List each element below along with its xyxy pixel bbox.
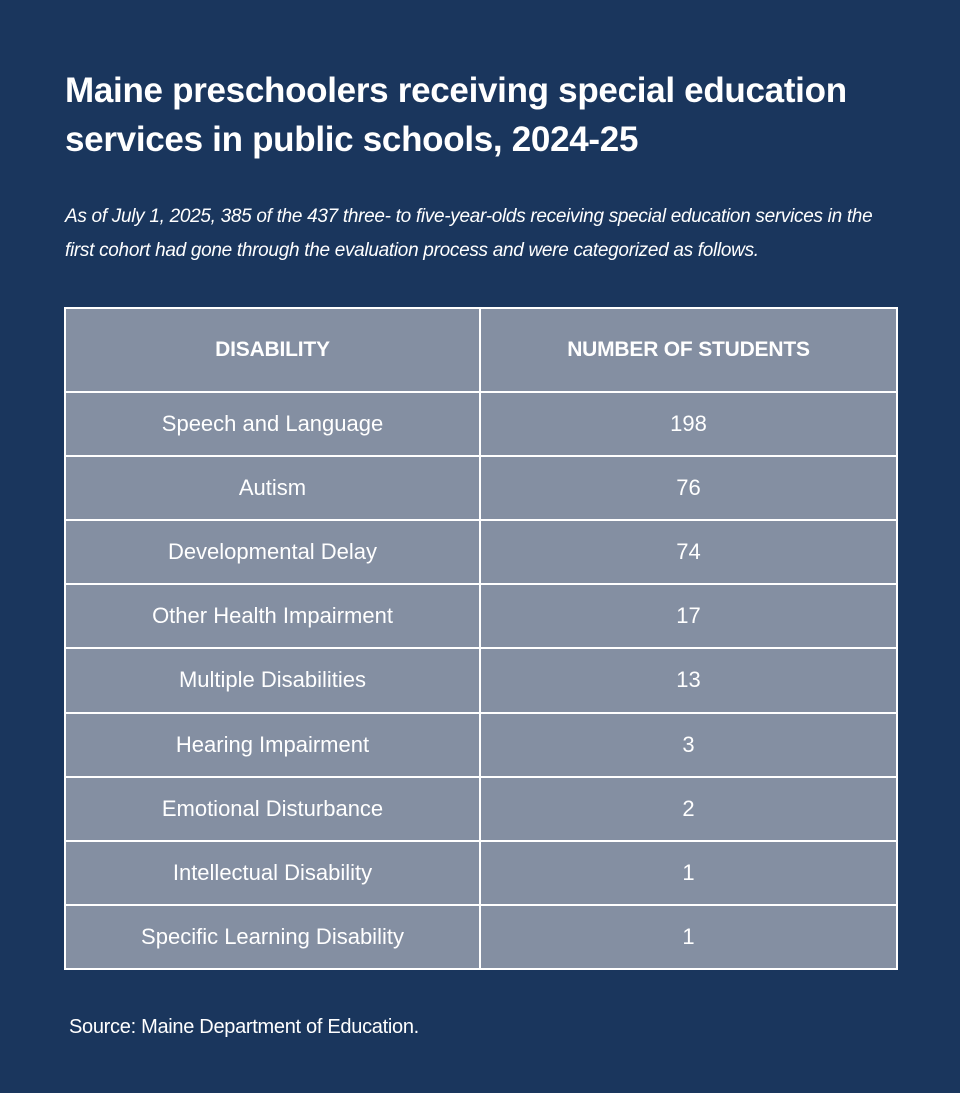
disability-cell: Other Health Impairment: [65, 584, 480, 648]
column-header-number-of-students: NUMBER OF STUDENTS: [480, 308, 897, 392]
disability-cell: Emotional Disturbance: [65, 777, 480, 841]
student-count-cell: 13: [480, 648, 897, 712]
table-row: [65, 456, 897, 520]
table-header-row: [65, 308, 897, 392]
student-count-cell: 198: [480, 392, 897, 456]
disability-cell: Developmental Delay: [65, 520, 480, 584]
student-count-cell: 17: [480, 584, 897, 648]
table-row: [65, 520, 897, 584]
table-row: [65, 905, 897, 969]
table-row: [65, 648, 897, 712]
student-count-cell: 1: [480, 841, 897, 905]
chart-title: Maine preschoolers receiving special education services in public schools, 2024-25: [65, 71, 847, 159]
data-table-container: [64, 307, 896, 970]
table-body: [65, 392, 897, 969]
student-count-cell: 1: [480, 905, 897, 969]
table-row: [65, 777, 897, 841]
student-count-cell: 74: [480, 520, 897, 584]
disability-cell: Autism: [65, 456, 480, 520]
student-count-cell: 3: [480, 713, 897, 777]
source-note: Source: Maine Department of Education.: [69, 1016, 419, 1038]
column-header-disability: DISABILITY: [65, 308, 480, 392]
disability-cell: Speech and Language: [65, 392, 480, 456]
disability-cell: Intellectual Disability: [65, 841, 480, 905]
disability-cell: Specific Learning Disability: [65, 905, 480, 969]
table-header: [65, 308, 897, 392]
student-count-cell: 76: [480, 456, 897, 520]
disability-cell: Multiple Disabilities: [65, 648, 480, 712]
student-count-cell: 2: [480, 777, 897, 841]
disability-table: [64, 307, 898, 970]
table-row: [65, 392, 897, 456]
chart-subtitle: As of July 1, 2025, 385 of the 437 three- to five-year-olds receiving special education services in the first cohort had gone through the evaluation process and were categorized as follows.: [65, 206, 873, 261]
table-row: [65, 584, 897, 648]
table-row: [65, 841, 897, 905]
table-row: [65, 713, 897, 777]
disability-cell: Hearing Impairment: [65, 713, 480, 777]
